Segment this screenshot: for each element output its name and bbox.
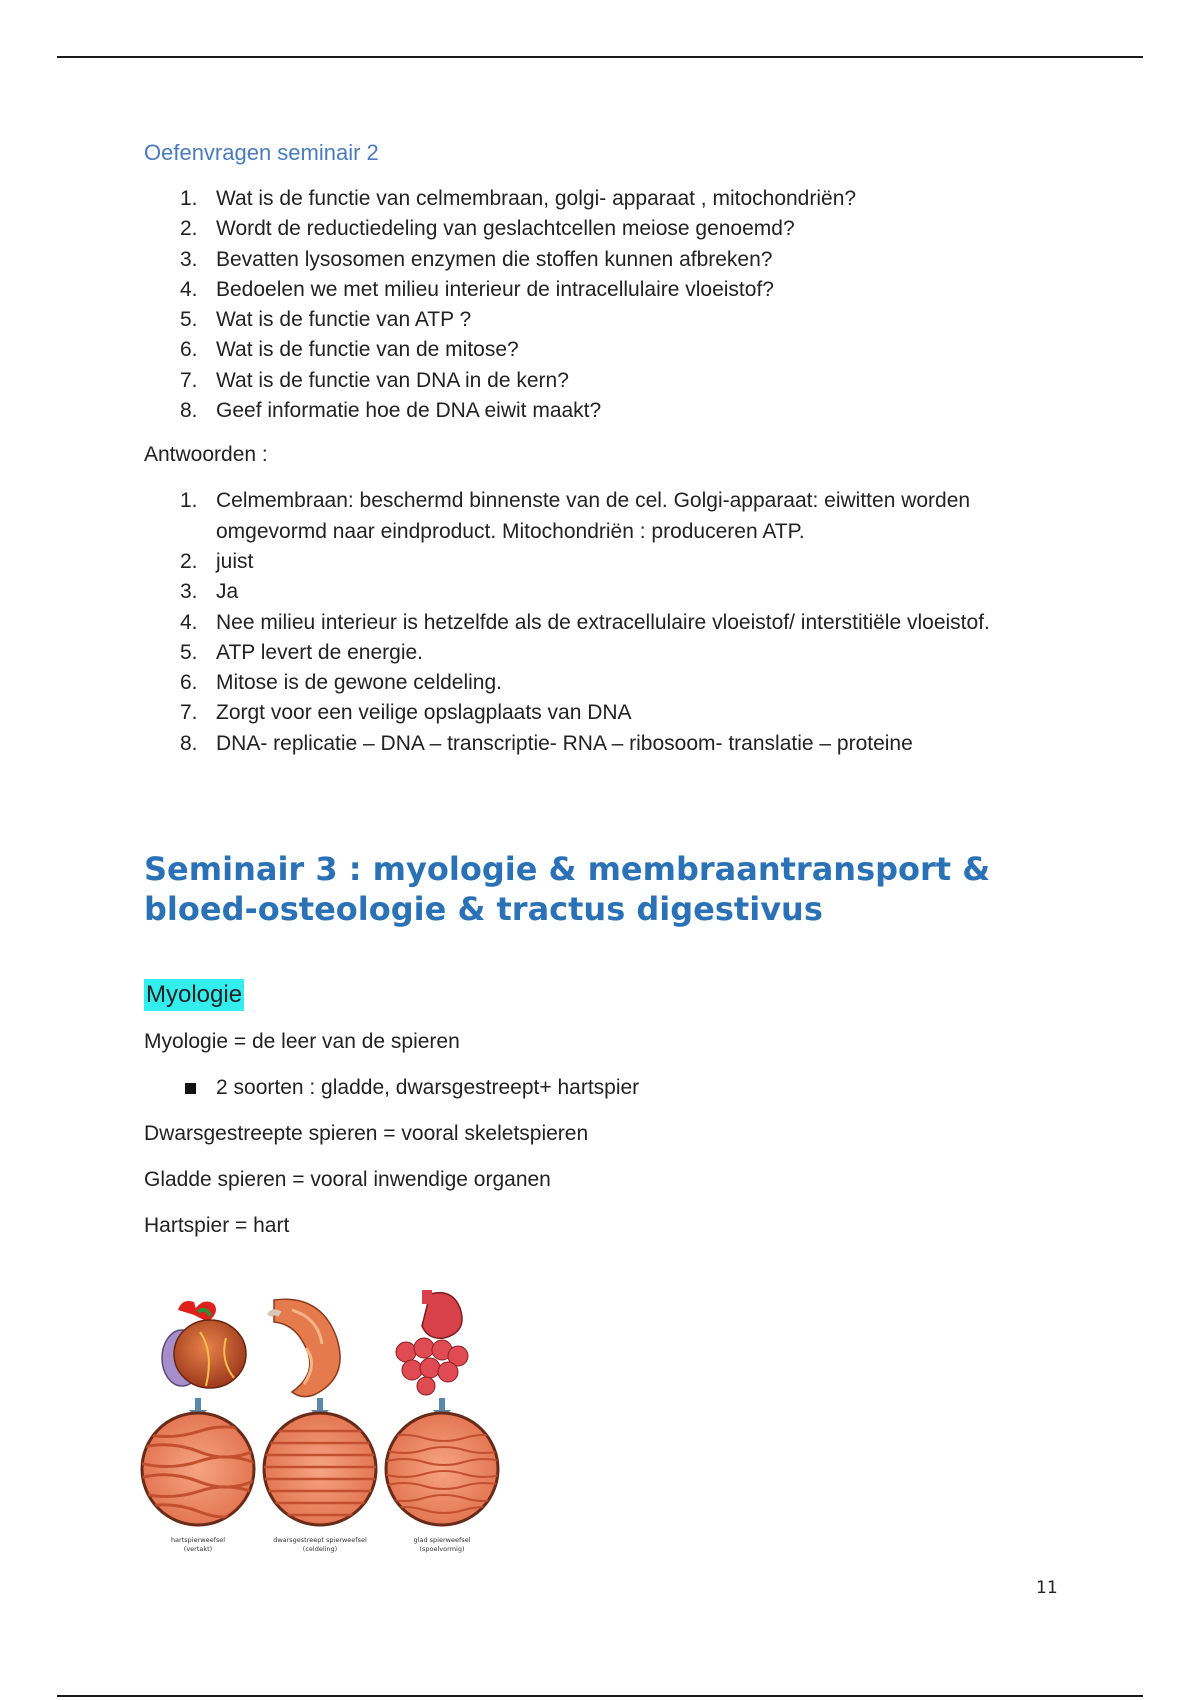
caption-smooth-line1: glad spierweefsel [413, 1536, 471, 1544]
answer-item: 1. Celmembraan: beschermd binnenste van de cel. Golgi-apparaat: eiwitten worden omgevormd naar eindproduct. Mitochondriën : produceren ATP. [180, 489, 971, 543]
muscle-types-figure [140, 1288, 510, 1560]
question-list [144, 184, 1084, 426]
smooth-tissue-icon [384, 1413, 504, 1525]
smooth-muscle-text: Gladde spieren = vooral inwendige organen [144, 1168, 551, 1192]
caption-smooth-line2: (spoelvormig) [419, 1545, 465, 1553]
caption-cardiac-line2: (vertakt) [183, 1545, 213, 1553]
question-item: 7. Wat is de functie van DNA in de kern? [180, 368, 569, 392]
heart-icon [162, 1301, 246, 1388]
bullet-item: 2 soorten : gladde, dwarsgestreept+ hartspier [144, 1073, 1084, 1103]
question-item: 8. Geef informatie hoe de DNA eiwit maakt? [180, 399, 602, 423]
answer-item: 5. ATP levert de energie. [180, 640, 424, 664]
arm-muscle-icon [270, 1299, 340, 1396]
cardiac-muscle-text: Hartspier = hart [144, 1214, 290, 1238]
striated-muscle-text: Dwarsgestreepte spieren = vooral skeletspieren [144, 1122, 589, 1146]
answer-item: 2. juist [180, 549, 254, 573]
cardiac-tissue-icon [140, 1413, 260, 1525]
square-bullet-icon [185, 1083, 196, 1094]
answer-list [144, 486, 1084, 759]
answers-label: Antwoorden : [144, 443, 268, 467]
answer-item: 6. Mitose is de gewone celdeling. [180, 671, 503, 695]
myology-heading: Myologie [144, 979, 244, 1011]
question-item: 6. Wat is de functie van de mitose? [180, 338, 519, 362]
question-item: 5. Wat is de functie van ATP ? [180, 308, 472, 332]
digestive-organ-icon [396, 1290, 468, 1395]
caption-striated-line1: dwarsgestreept spierweefsel [273, 1536, 367, 1544]
section-title: Seminair 3 : myologie & membraantransport & bloed-osteologie & tractus digestivus [144, 850, 991, 929]
page-number: 11 [1036, 1578, 1058, 1598]
question-item: 4. Bedoelen we met milieu interieur de intracellulaire vloeistof? [180, 277, 774, 301]
footer-rule [57, 1695, 1143, 1697]
page-content [144, 140, 1084, 1241]
striated-tissue-icon [260, 1413, 380, 1525]
question-item: 3. Bevatten lysosomen enzymen die stoffen kunnen afbreken? [180, 247, 773, 271]
muscle-types-illustration [140, 1288, 510, 1560]
question-item: 1. Wat is de functie van celmembraan, golgi- apparaat , mitochondriën? [180, 187, 857, 210]
header-rule [57, 56, 1143, 58]
caption-cardiac-line1: hartspierweefsel [170, 1536, 226, 1544]
answer-item: 3. Ja [180, 580, 239, 604]
answer-item: 8. DNA- replicatie – DNA – transcriptie- RNA – ribosoom- translatie – proteine [180, 731, 913, 755]
answer-item: 4. Nee milieu interieur is hetzelfde als de extracellulaire vloeistof/ interstitiële vloeistof. [180, 610, 990, 634]
caption-striated-line2: (celdeling) [302, 1545, 338, 1553]
myology-definition: Myologie = de leer van de spieren [144, 1030, 460, 1054]
question-item: 2. Wordt de reductiedeling van geslachtcellen meiose genoemd? [180, 217, 795, 241]
answer-item: 7. Zorgt voor een veilige opslagplaats van DNA [180, 701, 632, 725]
practice-heading: Oefenvragen seminair 2 [144, 140, 379, 165]
